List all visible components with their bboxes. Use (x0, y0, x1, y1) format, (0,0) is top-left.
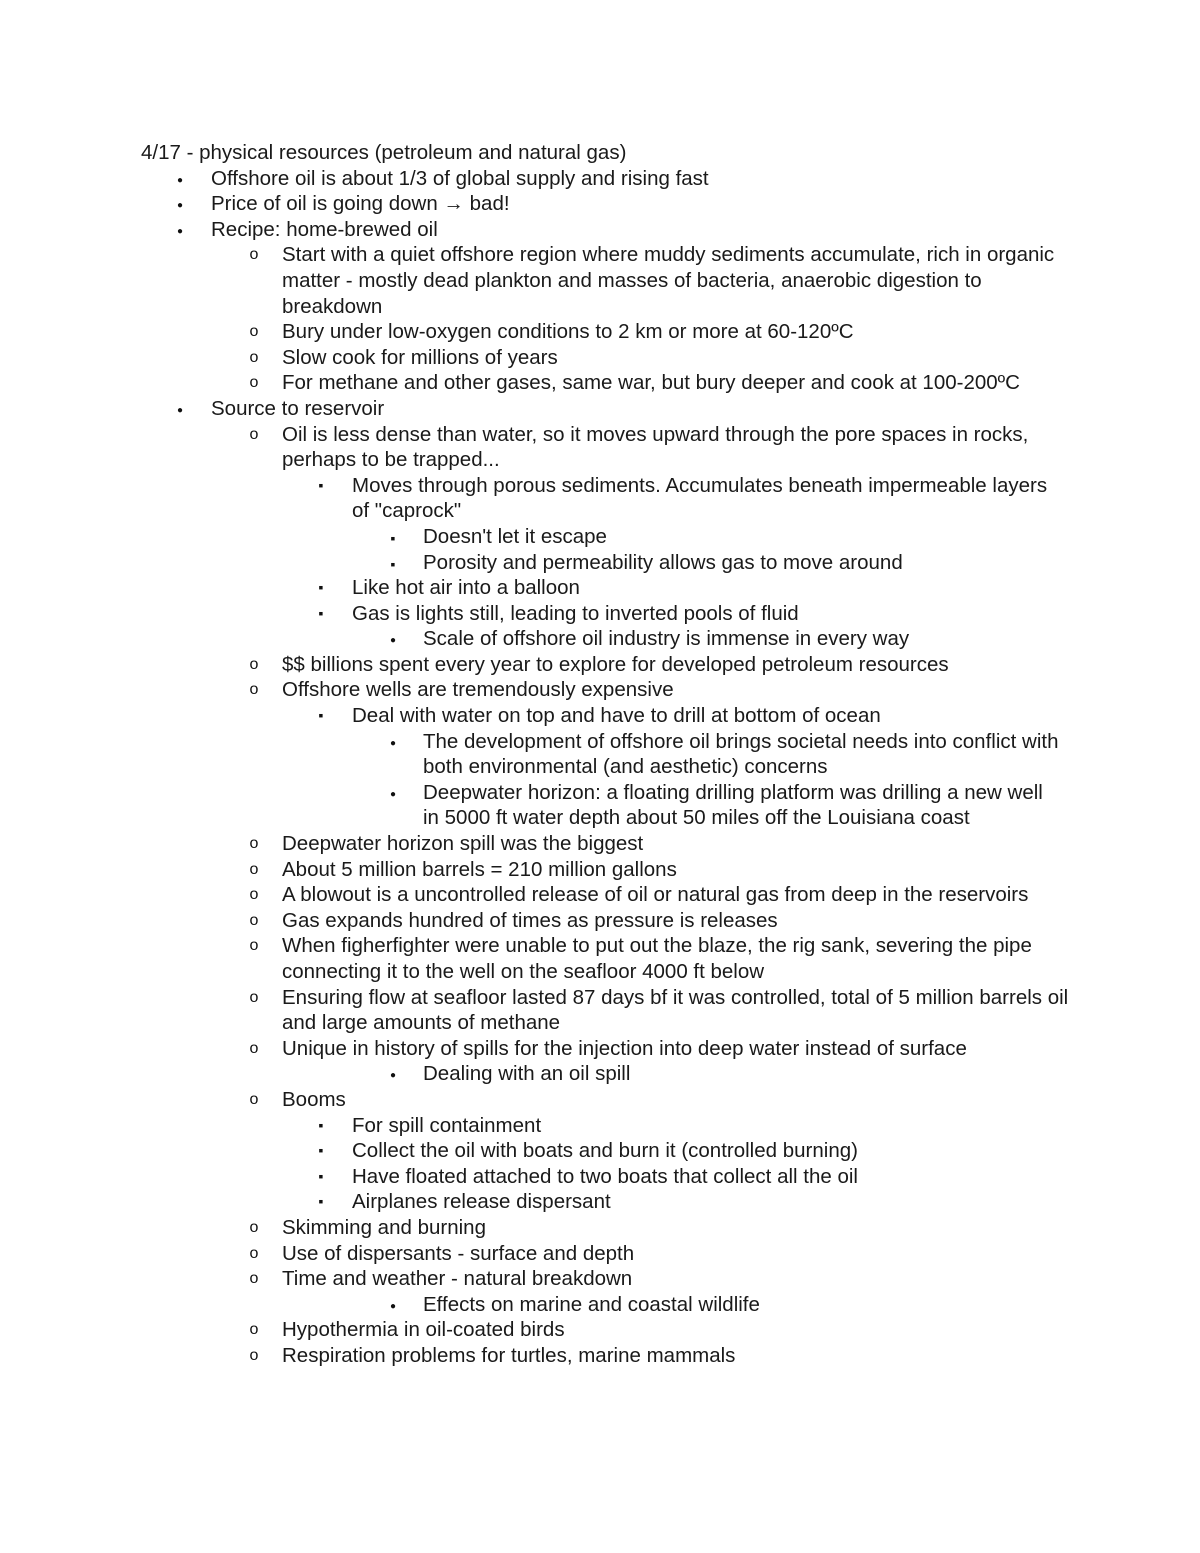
list-item-text: $$ billions spent every year to explore for developed petroleum resources (282, 652, 949, 676)
list-item-text: Recipe: home-brewed oil (211, 217, 438, 241)
list-item-text: For spill containment (352, 1113, 542, 1137)
list-item-text: Price of oil is going down → bad! (211, 192, 510, 216)
page-title: 4/17 - physical resources (petroleum and natural gas) (141, 141, 627, 164)
list-item (0, 1215, 1200, 1241)
list-item (0, 1164, 1200, 1190)
notes-body (0, 140, 1200, 1369)
bullet-circle-icon (244, 1241, 264, 1267)
list-item (0, 1113, 1200, 1139)
bullet-circle-icon (244, 677, 264, 703)
bullet-square-icon (311, 601, 331, 627)
list-item (0, 1061, 1200, 1087)
list-item-text: Deepwater horizon: a floating drilling platform was drilling a new well in 5000 ft water depth about 50 miles off the Louisiana coast (423, 780, 1043, 830)
list-item-text: About 5 million barrels = 210 million gallons (282, 857, 677, 881)
list-item-text: Hypothermia in oil-coated birds (282, 1318, 565, 1342)
list-item (0, 473, 1200, 524)
list-item-text: Respiration problems for turtles, marine mammals (282, 1343, 736, 1367)
bullet-circle-icon (244, 857, 264, 883)
list-item (0, 882, 1200, 908)
list-item-text: Moves through porous sediments. Accumulates beneath impermeable layers of "caprock" (352, 473, 1048, 523)
list-item (0, 985, 1200, 1036)
bullet-list (0, 166, 1200, 1369)
bullet-circle-icon (244, 345, 264, 371)
list-item-text: Bury under low-oxygen conditions to 2 km or more at 60-120ºC (282, 320, 854, 344)
list-item-text: Effects on marine and coastal wildlife (423, 1292, 760, 1316)
list-item (0, 1138, 1200, 1164)
list-item-text: Offshore wells are tremendously expensive (282, 678, 674, 702)
bullet-square-icon (311, 1164, 331, 1190)
list-item (0, 703, 1200, 729)
list-item (0, 1292, 1200, 1318)
list-item-text: For methane and other gases, same war, but bury deeper and cook at 100-200ºC (282, 371, 1020, 395)
list-item (0, 677, 1200, 703)
list-item-text: The development of offshore oil brings societal needs into conflict with both environmental (and aesthetic) concerns (423, 729, 1059, 779)
list-item-text: Have floated attached to two boats that collect all the oil (352, 1164, 858, 1188)
bullet-circle-icon (244, 1036, 264, 1062)
bullet-square-icon (383, 524, 403, 552)
list-item-text: Doesn't let it escape (423, 524, 607, 548)
list-item (0, 908, 1200, 934)
bullet-circle-icon (244, 319, 264, 345)
list-item-text: Like hot air into a balloon (352, 576, 580, 600)
list-item (0, 831, 1200, 857)
bullet-circle-icon (244, 242, 264, 268)
list-item (0, 319, 1200, 345)
list-item-text: Use of dispersants - surface and depth (282, 1241, 635, 1265)
bullet-square-icon (311, 473, 331, 499)
list-item (0, 524, 1200, 550)
bullet-dot-icon (383, 729, 403, 759)
bullet-circle-icon (244, 1087, 264, 1113)
list-item (0, 191, 1200, 217)
list-item (0, 1266, 1200, 1292)
bullet-square-icon (311, 703, 331, 729)
list-item-text: Collect the oil with boats and burn it (controlled burning) (352, 1139, 858, 1163)
list-item-text: Scale of offshore oil industry is immense in every way (423, 627, 910, 651)
list-item-text: A blowout is a uncontrolled release of oil or natural gas from deep in the reservoirs (282, 883, 1029, 907)
list-item (0, 729, 1200, 780)
list-item (0, 1241, 1200, 1267)
list-item-text: Oil is less dense than water, so it moves upward through the pore spaces in rocks, perhaps to be trapped... (282, 422, 1029, 472)
list-item-text: Skimming and burning (282, 1215, 486, 1239)
list-item (0, 1317, 1200, 1343)
list-item (0, 1036, 1200, 1062)
bullet-square-icon (311, 1113, 331, 1139)
list-item-text: Porosity and permeability allows gas to move around (423, 550, 903, 574)
list-item (0, 601, 1200, 627)
list-item-text: Gas is lights still, leading to inverted pools of fluid (352, 601, 799, 625)
list-item (0, 345, 1200, 371)
list-item-text: Unique in history of spills for the injection into deep water instead of surface (282, 1036, 967, 1060)
list-item (0, 575, 1200, 601)
list-item-text: Dealing with an oil spill (423, 1062, 631, 1086)
list-item (0, 626, 1200, 652)
bullet-circle-icon (244, 1343, 264, 1369)
list-item (0, 1189, 1200, 1215)
list-item (0, 1087, 1200, 1113)
bullet-square-icon (311, 1189, 331, 1215)
bullet-circle-icon (244, 1215, 264, 1241)
list-item-text: Offshore oil is about 1/3 of global supply and rising fast (211, 166, 709, 190)
bullet-circle-icon (244, 908, 264, 934)
list-item (0, 780, 1200, 831)
list-item-text: Gas expands hundred of times as pressure is releases (282, 908, 778, 932)
bullet-square-icon (311, 1138, 331, 1164)
list-item (0, 166, 1200, 192)
list-item (0, 396, 1200, 422)
bullet-circle-icon (244, 1266, 264, 1292)
list-item (0, 933, 1200, 984)
list-item (0, 1343, 1200, 1369)
bullet-circle-icon (244, 652, 264, 678)
bullet-circle-icon (244, 1317, 264, 1343)
list-item (0, 652, 1200, 678)
bullet-dot-icon (383, 780, 403, 810)
list-item (0, 857, 1200, 883)
bullet-circle-icon (244, 370, 264, 396)
list-item-text: Source to reservoir (211, 396, 385, 420)
list-item (0, 422, 1200, 473)
list-item-text: Time and weather - natural breakdown (282, 1267, 633, 1291)
list-item (0, 242, 1200, 319)
list-item-text: Booms (282, 1087, 346, 1111)
bullet-circle-icon (244, 422, 264, 448)
list-item (0, 370, 1200, 396)
list-item-text: Deal with water on top and have to drill at bottom of ocean (352, 704, 881, 728)
list-item-text: When figherfighter were unable to put out the blaze, the rig sank, severing the pipe connecting it to the well on the seafloor 4000 ft below (282, 934, 1032, 983)
list-item-text: Slow cook for millions of years (282, 345, 558, 369)
bullet-circle-icon (244, 985, 264, 1011)
list-item-text: Start with a quiet offshore region where muddy sediments accumulate, rich in organic matter - mostly dead plankton and masses of bacteria, anaerobic digestion to breakdown (282, 243, 1055, 318)
bullet-circle-icon (244, 882, 264, 908)
bullet-circle-icon (244, 933, 264, 959)
list-item-text: Ensuring flow at seafloor lasted 87 days bf it was controlled, total of 5 million barrels oil and large amounts of methane (282, 985, 1069, 1035)
bullet-square-icon (311, 575, 331, 601)
list-item (0, 217, 1200, 243)
list-item-text: Airplanes release dispersant (352, 1190, 611, 1214)
bullet-circle-icon (244, 831, 264, 857)
bullet-square-icon (383, 550, 403, 578)
list-item-text: Deepwater horizon spill was the biggest (282, 832, 644, 856)
list-item (0, 550, 1200, 576)
